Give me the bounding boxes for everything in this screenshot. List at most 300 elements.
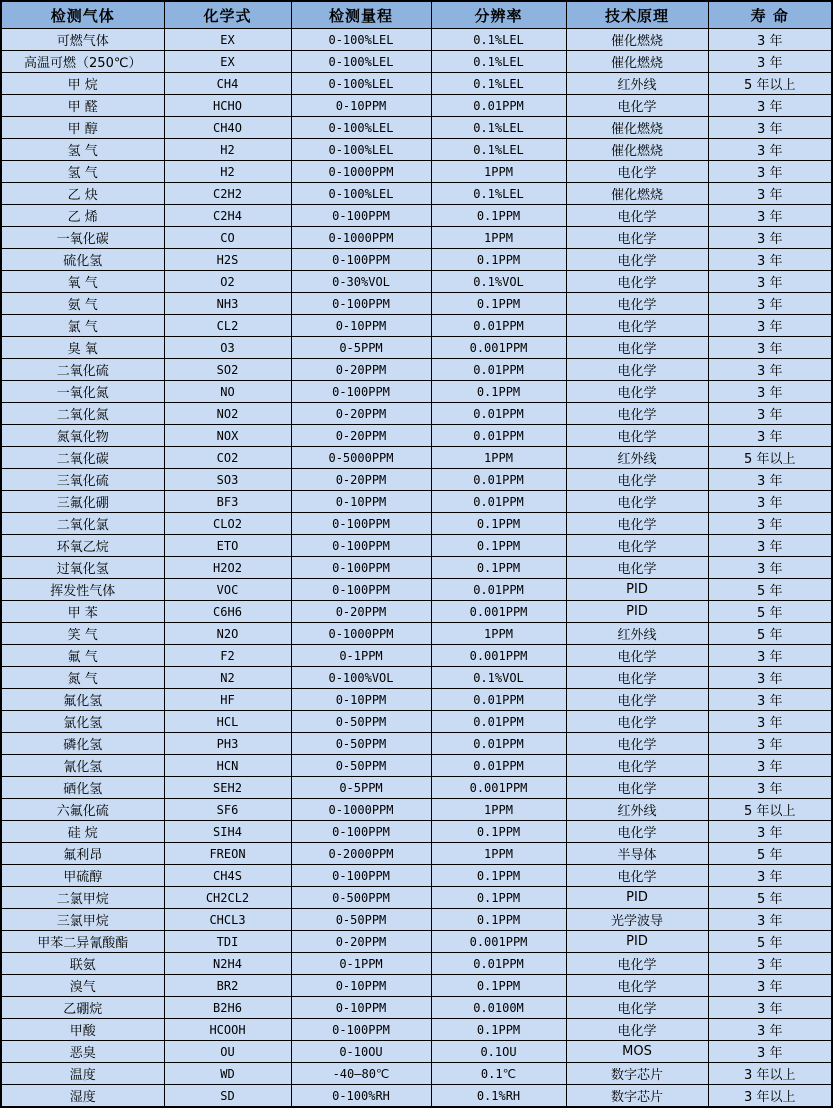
- resolution-cell: 0.1PPM: [431, 887, 566, 909]
- gas-name-cell: 三氟化硼: [1, 491, 164, 513]
- gas-name-cell: 温度: [1, 1063, 164, 1085]
- gas-name-cell: 挥发性气体: [1, 579, 164, 601]
- principle-cell: 催化燃烧: [566, 183, 708, 205]
- resolution-cell: 0.1PPM: [431, 535, 566, 557]
- table-row: [1, 293, 832, 315]
- resolution-cell: 1PPM: [431, 227, 566, 249]
- range-cell: 0-100%LEL: [291, 183, 431, 205]
- lifespan-cell: 3 年: [708, 95, 832, 117]
- lifespan-cell: 3 年: [708, 51, 832, 73]
- table-row: [1, 953, 832, 975]
- principle-cell: 数字芯片: [566, 1063, 708, 1085]
- table-row: [1, 557, 832, 579]
- principle-cell: 电化学: [566, 403, 708, 425]
- principle-cell: 电化学: [566, 975, 708, 997]
- formula-cell: B2H6: [164, 997, 291, 1019]
- lifespan-cell: 3 年: [708, 733, 832, 755]
- resolution-cell: 0.1OU: [431, 1041, 566, 1063]
- lifespan-cell: 5 年以上: [708, 73, 832, 95]
- formula-cell: ETO: [164, 535, 291, 557]
- table-row: [1, 183, 832, 205]
- formula-cell: HCL: [164, 711, 291, 733]
- lifespan-cell: 5 年: [708, 579, 832, 601]
- principle-cell: 电化学: [566, 755, 708, 777]
- principle-cell: PID: [566, 931, 708, 953]
- resolution-cell: 1PPM: [431, 623, 566, 645]
- principle-cell: 半导体: [566, 843, 708, 865]
- gas-name-cell: 硒化氢: [1, 777, 164, 799]
- principle-cell: 电化学: [566, 865, 708, 887]
- table-row: [1, 1041, 832, 1063]
- lifespan-cell: 3 年以上: [708, 1063, 832, 1085]
- principle-cell: 电化学: [566, 359, 708, 381]
- principle-cell: 催化燃烧: [566, 139, 708, 161]
- table-row: [1, 161, 832, 183]
- gas-name-cell: 甲硫醇: [1, 865, 164, 887]
- formula-cell: CO: [164, 227, 291, 249]
- lifespan-cell: 3 年: [708, 953, 832, 975]
- principle-cell: 电化学: [566, 821, 708, 843]
- lifespan-cell: 3 年: [708, 29, 832, 51]
- lifespan-cell: 3 年: [708, 535, 832, 557]
- table-row: [1, 909, 832, 931]
- range-cell: 0-100PPM: [291, 249, 431, 271]
- range-cell: 0-10PPM: [291, 975, 431, 997]
- lifespan-cell: 5 年: [708, 601, 832, 623]
- principle-cell: 电化学: [566, 689, 708, 711]
- gas-name-cell: 氰化氢: [1, 755, 164, 777]
- range-cell: 0-100PPM: [291, 513, 431, 535]
- gas-name-cell: 环氧乙烷: [1, 535, 164, 557]
- principle-cell: 电化学: [566, 997, 708, 1019]
- formula-cell: VOC: [164, 579, 291, 601]
- lifespan-cell: 3 年: [708, 315, 832, 337]
- resolution-cell: 0.01PPM: [431, 953, 566, 975]
- principle-cell: 电化学: [566, 513, 708, 535]
- formula-cell: PH3: [164, 733, 291, 755]
- table-row: [1, 711, 832, 733]
- principle-cell: 数字芯片: [566, 1085, 708, 1108]
- range-cell: 0-5PPM: [291, 777, 431, 799]
- range-cell: 0-10PPM: [291, 689, 431, 711]
- principle-cell: 电化学: [566, 557, 708, 579]
- formula-cell: SIH4: [164, 821, 291, 843]
- resolution-cell: 0.1PPM: [431, 821, 566, 843]
- range-cell: 0-10PPM: [291, 95, 431, 117]
- range-cell: 0-20PPM: [291, 425, 431, 447]
- resolution-cell: 0.1%RH: [431, 1085, 566, 1108]
- gas-name-cell: 氮氧化物: [1, 425, 164, 447]
- formula-cell: OU: [164, 1041, 291, 1063]
- resolution-cell: 0.001PPM: [431, 601, 566, 623]
- table-row: [1, 447, 832, 469]
- gas-name-cell: 湿度: [1, 1085, 164, 1108]
- gas-name-cell: 溴气: [1, 975, 164, 997]
- formula-cell: HCOOH: [164, 1019, 291, 1041]
- formula-cell: H2O2: [164, 557, 291, 579]
- formula-cell: CLO2: [164, 513, 291, 535]
- principle-cell: 电化学: [566, 337, 708, 359]
- table-row: [1, 337, 832, 359]
- lifespan-cell: 3 年: [708, 425, 832, 447]
- table-row: [1, 733, 832, 755]
- resolution-cell: 0.1PPM: [431, 975, 566, 997]
- range-cell: 0-100%VOL: [291, 667, 431, 689]
- resolution-cell: 1PPM: [431, 161, 566, 183]
- lifespan-cell: 3 年: [708, 161, 832, 183]
- principle-cell: 电化学: [566, 227, 708, 249]
- resolution-cell: 0.0100M: [431, 997, 566, 1019]
- range-cell: 0-100PPM: [291, 865, 431, 887]
- gas-name-cell: 高温可燃（250℃）: [1, 51, 164, 73]
- range-cell: 0-1PPM: [291, 645, 431, 667]
- range-cell: 0-100%LEL: [291, 29, 431, 51]
- lifespan-cell: 3 年: [708, 183, 832, 205]
- principle-cell: 红外线: [566, 799, 708, 821]
- lifespan-cell: 3 年: [708, 777, 832, 799]
- principle-cell: 电化学: [566, 733, 708, 755]
- formula-cell: CL2: [164, 315, 291, 337]
- lifespan-cell: 3 年: [708, 139, 832, 161]
- principle-cell: 红外线: [566, 447, 708, 469]
- principle-cell: 电化学: [566, 95, 708, 117]
- table-row: [1, 29, 832, 51]
- table-row: [1, 799, 832, 821]
- column-header-gas: 检测气体: [1, 1, 164, 29]
- gas-name-cell: 联氨: [1, 953, 164, 975]
- principle-cell: PID: [566, 601, 708, 623]
- formula-cell: C2H4: [164, 205, 291, 227]
- principle-cell: MOS: [566, 1041, 708, 1063]
- lifespan-cell: 3 年: [708, 403, 832, 425]
- range-cell: 0-100PPM: [291, 381, 431, 403]
- formula-cell: H2: [164, 139, 291, 161]
- table-row: [1, 139, 832, 161]
- table-row: [1, 117, 832, 139]
- resolution-cell: 0.01PPM: [431, 95, 566, 117]
- formula-cell: SD: [164, 1085, 291, 1108]
- range-cell: 0-50PPM: [291, 909, 431, 931]
- lifespan-cell: 3 年: [708, 205, 832, 227]
- formula-cell: CHCL3: [164, 909, 291, 931]
- principle-cell: 电化学: [566, 205, 708, 227]
- table-row: [1, 843, 832, 865]
- principle-cell: 电化学: [566, 425, 708, 447]
- formula-cell: N2: [164, 667, 291, 689]
- lifespan-cell: 3 年: [708, 821, 832, 843]
- gas-name-cell: 甲 醇: [1, 117, 164, 139]
- lifespan-cell: 3 年以上: [708, 1085, 832, 1108]
- formula-cell: N2O: [164, 623, 291, 645]
- principle-cell: 光学波导: [566, 909, 708, 931]
- formula-cell: HCN: [164, 755, 291, 777]
- lifespan-cell: 3 年: [708, 997, 832, 1019]
- resolution-cell: 0.001PPM: [431, 337, 566, 359]
- lifespan-cell: 3 年: [708, 667, 832, 689]
- formula-cell: NO2: [164, 403, 291, 425]
- range-cell: 0-500PPM: [291, 887, 431, 909]
- table-row: [1, 271, 832, 293]
- range-cell: 0-10OU: [291, 1041, 431, 1063]
- resolution-cell: 0.01PPM: [431, 403, 566, 425]
- principle-cell: 电化学: [566, 1019, 708, 1041]
- lifespan-cell: 5 年: [708, 887, 832, 909]
- range-cell: 0-10PPM: [291, 997, 431, 1019]
- gas-name-cell: 三氧化硫: [1, 469, 164, 491]
- lifespan-cell: 3 年: [708, 645, 832, 667]
- formula-cell: BF3: [164, 491, 291, 513]
- gas-name-cell: 氢 气: [1, 139, 164, 161]
- gas-name-cell: 乙硼烷: [1, 997, 164, 1019]
- formula-cell: FREON: [164, 843, 291, 865]
- formula-cell: SF6: [164, 799, 291, 821]
- resolution-cell: 0.01PPM: [431, 711, 566, 733]
- range-cell: 0-100%LEL: [291, 51, 431, 73]
- formula-cell: BR2: [164, 975, 291, 997]
- gas-name-cell: 二氯甲烷: [1, 887, 164, 909]
- formula-cell: NH3: [164, 293, 291, 315]
- formula-cell: CH4: [164, 73, 291, 95]
- resolution-cell: 0.1PPM: [431, 205, 566, 227]
- gas-name-cell: 硅 烷: [1, 821, 164, 843]
- principle-cell: 电化学: [566, 271, 708, 293]
- range-cell: 0-10PPM: [291, 491, 431, 513]
- table-row: [1, 535, 832, 557]
- resolution-cell: 0.1PPM: [431, 1019, 566, 1041]
- range-cell: -40—80℃: [291, 1063, 431, 1085]
- resolution-cell: 0.01PPM: [431, 755, 566, 777]
- table-row: [1, 579, 832, 601]
- table-row: [1, 491, 832, 513]
- principle-cell: 红外线: [566, 623, 708, 645]
- formula-cell: TDI: [164, 931, 291, 953]
- gas-name-cell: 二氧化氮: [1, 403, 164, 425]
- principle-cell: 电化学: [566, 777, 708, 799]
- range-cell: 0-1000PPM: [291, 623, 431, 645]
- lifespan-cell: 3 年: [708, 755, 832, 777]
- principle-cell: 电化学: [566, 469, 708, 491]
- resolution-cell: 0.1PPM: [431, 865, 566, 887]
- table-row: [1, 975, 832, 997]
- range-cell: 0-20PPM: [291, 931, 431, 953]
- gas-name-cell: 氢 气: [1, 161, 164, 183]
- principle-cell: 催化燃烧: [566, 51, 708, 73]
- range-cell: 0-50PPM: [291, 755, 431, 777]
- gas-name-cell: 乙 烯: [1, 205, 164, 227]
- principle-cell: 电化学: [566, 161, 708, 183]
- gas-name-cell: 乙 炔: [1, 183, 164, 205]
- range-cell: 0-100PPM: [291, 821, 431, 843]
- formula-cell: H2: [164, 161, 291, 183]
- range-cell: 0-30%VOL: [291, 271, 431, 293]
- range-cell: 0-100%LEL: [291, 139, 431, 161]
- table-row: [1, 1085, 832, 1108]
- table-row: [1, 513, 832, 535]
- resolution-cell: 0.01PPM: [431, 425, 566, 447]
- formula-cell: SEH2: [164, 777, 291, 799]
- gas-name-cell: 过氧化氢: [1, 557, 164, 579]
- lifespan-cell: 5 年以上: [708, 447, 832, 469]
- gas-name-cell: 磷化氢: [1, 733, 164, 755]
- formula-cell: C2H2: [164, 183, 291, 205]
- formula-cell: HCHO: [164, 95, 291, 117]
- lifespan-cell: 3 年: [708, 337, 832, 359]
- resolution-cell: 0.1PPM: [431, 909, 566, 931]
- formula-cell: EX: [164, 51, 291, 73]
- resolution-cell: 0.1%LEL: [431, 51, 566, 73]
- table-row: [1, 51, 832, 73]
- lifespan-cell: 3 年: [708, 711, 832, 733]
- principle-cell: PID: [566, 579, 708, 601]
- lifespan-cell: 5 年: [708, 931, 832, 953]
- table-row: [1, 1019, 832, 1041]
- lifespan-cell: 3 年: [708, 249, 832, 271]
- resolution-cell: 0.01PPM: [431, 579, 566, 601]
- range-cell: 0-100PPM: [291, 1019, 431, 1041]
- range-cell: 0-100PPM: [291, 535, 431, 557]
- lifespan-cell: 3 年: [708, 1041, 832, 1063]
- table-row: [1, 227, 832, 249]
- principle-cell: 电化学: [566, 381, 708, 403]
- range-cell: 0-100%RH: [291, 1085, 431, 1108]
- principle-cell: 电化学: [566, 645, 708, 667]
- resolution-cell: 0.1PPM: [431, 381, 566, 403]
- table-row: [1, 887, 832, 909]
- range-cell: 0-20PPM: [291, 359, 431, 381]
- lifespan-cell: 3 年: [708, 227, 832, 249]
- formula-cell: O3: [164, 337, 291, 359]
- principle-cell: 电化学: [566, 535, 708, 557]
- table-body: [1, 29, 832, 1108]
- resolution-cell: 0.1PPM: [431, 557, 566, 579]
- resolution-cell: 0.01PPM: [431, 315, 566, 337]
- principle-cell: PID: [566, 887, 708, 909]
- resolution-cell: 0.1%LEL: [431, 183, 566, 205]
- gas-name-cell: 二氧化碳: [1, 447, 164, 469]
- gas-name-cell: 三氯甲烷: [1, 909, 164, 931]
- principle-cell: 电化学: [566, 491, 708, 513]
- formula-cell: NOX: [164, 425, 291, 447]
- resolution-cell: 0.1%LEL: [431, 29, 566, 51]
- formula-cell: H2S: [164, 249, 291, 271]
- column-header-resolution: 分辨率: [431, 1, 566, 29]
- principle-cell: 催化燃烧: [566, 29, 708, 51]
- lifespan-cell: 3 年: [708, 557, 832, 579]
- gas-name-cell: 甲苯二异氰酸酯: [1, 931, 164, 953]
- resolution-cell: 1PPM: [431, 447, 566, 469]
- range-cell: 0-50PPM: [291, 733, 431, 755]
- table-row: [1, 359, 832, 381]
- lifespan-cell: 5 年: [708, 623, 832, 645]
- resolution-cell: 0.01PPM: [431, 733, 566, 755]
- lifespan-cell: 3 年: [708, 909, 832, 931]
- table-row: [1, 205, 832, 227]
- range-cell: 0-1000PPM: [291, 227, 431, 249]
- lifespan-cell: 3 年: [708, 381, 832, 403]
- range-cell: 0-2000PPM: [291, 843, 431, 865]
- lifespan-cell: 3 年: [708, 117, 832, 139]
- resolution-cell: 0.001PPM: [431, 777, 566, 799]
- table-row: [1, 931, 832, 953]
- range-cell: 0-100%LEL: [291, 117, 431, 139]
- principle-cell: 红外线: [566, 73, 708, 95]
- column-header-range: 检测量程: [291, 1, 431, 29]
- lifespan-cell: 3 年: [708, 1019, 832, 1041]
- resolution-cell: 0.001PPM: [431, 931, 566, 953]
- resolution-cell: 1PPM: [431, 843, 566, 865]
- formula-cell: WD: [164, 1063, 291, 1085]
- table-row: [1, 73, 832, 95]
- gas-name-cell: 硫化氢: [1, 249, 164, 271]
- principle-cell: 电化学: [566, 953, 708, 975]
- formula-cell: HF: [164, 689, 291, 711]
- gas-name-cell: 氧 气: [1, 271, 164, 293]
- lifespan-cell: 3 年: [708, 975, 832, 997]
- lifespan-cell: 5 年: [708, 843, 832, 865]
- table-row: [1, 689, 832, 711]
- lifespan-cell: 3 年: [708, 513, 832, 535]
- resolution-cell: 0.1PPM: [431, 513, 566, 535]
- gas-name-cell: 氯 气: [1, 315, 164, 337]
- table-row: [1, 469, 832, 491]
- principle-cell: 电化学: [566, 293, 708, 315]
- formula-cell: SO3: [164, 469, 291, 491]
- range-cell: 0-100%LEL: [291, 73, 431, 95]
- range-cell: 0-20PPM: [291, 403, 431, 425]
- resolution-cell: 0.01PPM: [431, 689, 566, 711]
- range-cell: 0-5PPM: [291, 337, 431, 359]
- table-row: [1, 403, 832, 425]
- range-cell: 0-1000PPM: [291, 799, 431, 821]
- lifespan-cell: 3 年: [708, 491, 832, 513]
- resolution-cell: 1PPM: [431, 799, 566, 821]
- formula-cell: CH2CL2: [164, 887, 291, 909]
- range-cell: 0-1000PPM: [291, 161, 431, 183]
- resolution-cell: 0.1PPM: [431, 249, 566, 271]
- formula-cell: O2: [164, 271, 291, 293]
- lifespan-cell: 3 年: [708, 359, 832, 381]
- formula-cell: CH4S: [164, 865, 291, 887]
- table-row: [1, 425, 832, 447]
- table-row: [1, 667, 832, 689]
- principle-cell: 电化学: [566, 667, 708, 689]
- range-cell: 0-100PPM: [291, 293, 431, 315]
- resolution-cell: 0.1%VOL: [431, 271, 566, 293]
- gas-name-cell: 氨 气: [1, 293, 164, 315]
- gas-name-cell: 氟利昂: [1, 843, 164, 865]
- formula-cell: NO: [164, 381, 291, 403]
- resolution-cell: 0.01PPM: [431, 491, 566, 513]
- table-row: [1, 1063, 832, 1085]
- principle-cell: 电化学: [566, 711, 708, 733]
- gas-name-cell: 甲 烷: [1, 73, 164, 95]
- table-row: [1, 997, 832, 1019]
- range-cell: 0-20PPM: [291, 601, 431, 623]
- gas-name-cell: 氟化氢: [1, 689, 164, 711]
- gas-name-cell: 甲酸: [1, 1019, 164, 1041]
- principle-cell: 电化学: [566, 249, 708, 271]
- column-header-lifespan: 寿 命: [708, 1, 832, 29]
- formula-cell: EX: [164, 29, 291, 51]
- lifespan-cell: 3 年: [708, 293, 832, 315]
- range-cell: 0-5000PPM: [291, 447, 431, 469]
- lifespan-cell: 3 年: [708, 271, 832, 293]
- column-header-principle: 技术原理: [566, 1, 708, 29]
- range-cell: 0-10PPM: [291, 315, 431, 337]
- formula-cell: CH4O: [164, 117, 291, 139]
- resolution-cell: 0.01PPM: [431, 469, 566, 491]
- table-row: [1, 623, 832, 645]
